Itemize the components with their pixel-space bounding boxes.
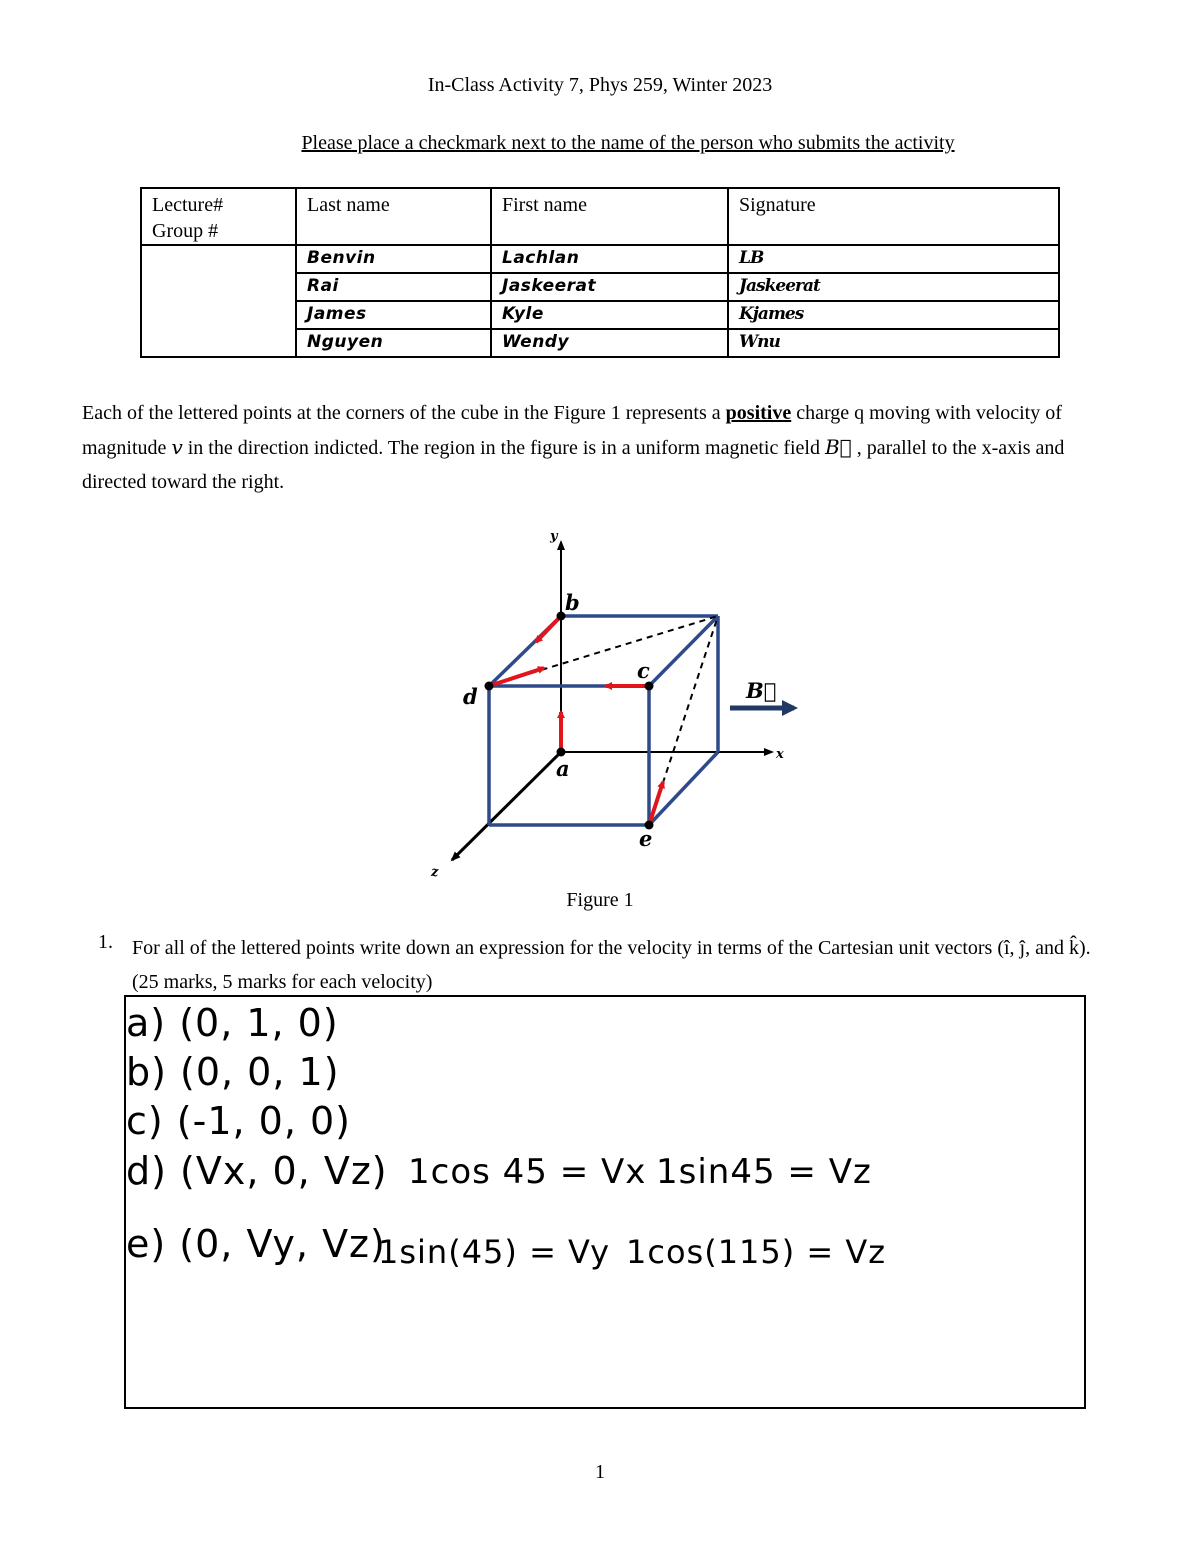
answer-d-note-1: 1cos 45 = Vx: [408, 1152, 647, 1192]
answer-box: [124, 995, 1086, 1409]
positive-emphasis: positive: [725, 402, 792, 424]
point-a-label: a: [556, 756, 570, 781]
x-axis-label: x: [776, 747, 784, 762]
answer-b: b) (0, 0, 1): [126, 1050, 340, 1094]
last-name-cell: James: [296, 301, 491, 329]
first-name-cell: Kyle: [491, 301, 728, 329]
signature-cell: Kjames: [728, 301, 1059, 329]
answer-c: c) (-1, 0, 0): [126, 1099, 352, 1143]
y-axis-label: y: [550, 529, 558, 544]
signature-header: Signature: [728, 188, 1059, 245]
last-name-cell: Rai: [296, 273, 491, 301]
point-d-label: d: [463, 684, 478, 709]
signature-cell: Wnu: [728, 329, 1059, 357]
table-header-row: [141, 188, 1059, 245]
group-roster-table: [140, 187, 1060, 358]
first-name-cell: Wendy: [491, 329, 728, 357]
signature-cell: Jaskeerat: [728, 273, 1059, 301]
answer-a: a) (0, 1, 0): [126, 1001, 339, 1045]
z-axis-label: z: [431, 865, 439, 880]
first-name-cell: Lachlan: [491, 245, 728, 273]
lecture-group-cell: [141, 245, 296, 357]
signature-cell: LB: [728, 245, 1059, 273]
page-number: 1: [595, 1461, 605, 1483]
point-c-label: c: [637, 658, 650, 683]
point-e-label: e: [639, 826, 653, 851]
cube-figure: [400, 520, 820, 890]
answer-e-note-1: 1sin(45) = Vy: [378, 1233, 611, 1271]
answer-d: d) (Vx, 0, Vz): [126, 1149, 388, 1193]
submission-instruction: Please place a checkmark next to the name of the person who submits the activity: [301, 132, 955, 154]
last-name-cell: Benvin: [296, 245, 491, 273]
lecture-group-header: Lecture# Group #: [141, 188, 296, 245]
point-b-label: b: [565, 590, 580, 615]
magnetic-field-label: B⃗: [746, 678, 777, 703]
answer-e: e) (0, Vy, Vz): [126, 1222, 386, 1266]
first-name-header: First name: [491, 188, 728, 245]
problem-statement: Each of the lettered points at the corners of the cube in the Figure 1 represents a positive charge q moving with velocity of magnitude v in the direction indicted. The region in the figure is in a uniform magnetic field B⃗ , parallel to the x-axis and directed toward the right.: [82, 402, 1065, 493]
last-name-header: Last name: [296, 188, 491, 245]
question-text: For all of the lettered points write down an expression for the velocity in terms of the Cartesian unit vectors (î, ĵ, and k̂). (25 marks, 5 marks for each velocity): [132, 937, 1091, 993]
first-name-cell: Jaskeerat: [491, 273, 728, 301]
z-axis: [452, 752, 561, 860]
answer-d-note-2: 1sin45 = Vz: [656, 1152, 872, 1192]
velocity-arrow-b: [536, 616, 561, 642]
question-number: 1.: [98, 931, 113, 953]
figure-caption: Figure 1: [566, 889, 634, 911]
answer-e-note-2: 1cos(115) = Vz: [626, 1233, 887, 1271]
page-title: In-Class Activity 7, Phys 259, Winter 2023: [427, 74, 773, 96]
table-row: [141, 245, 1059, 273]
last-name-cell: Nguyen: [296, 329, 491, 357]
